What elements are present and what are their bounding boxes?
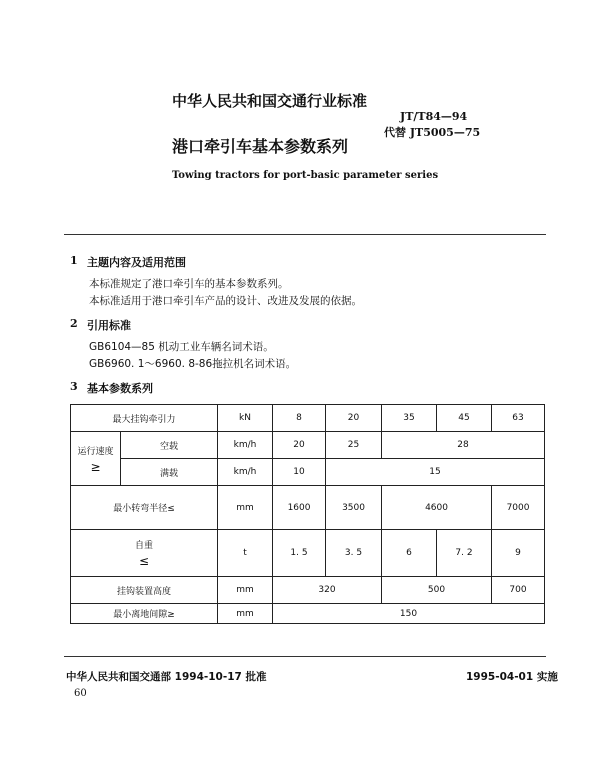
- weight-value: 9: [492, 530, 545, 577]
- english-title: Towing tractors for port-basic parameter series: [172, 170, 439, 181]
- max-pull-label: 最大挂钩牵引力: [71, 405, 218, 432]
- max-pull-value: 45: [437, 405, 492, 432]
- header-divider: [64, 234, 546, 235]
- speed-label: 运行速度: [77, 446, 114, 457]
- weight-value: 7. 2: [437, 530, 492, 577]
- weight-unit: t: [218, 530, 273, 577]
- speed-full-value: 15: [326, 459, 545, 486]
- effective-date: 1995-04-01 实施: [466, 671, 558, 683]
- speed-full-unit: km/h: [218, 459, 273, 486]
- speed-empty-unit: km/h: [218, 432, 273, 459]
- table-row: [71, 459, 545, 486]
- weight-label-cell: [71, 530, 218, 577]
- max-pull-value: 63: [492, 405, 545, 432]
- standard-code: JT/T84—94: [400, 110, 468, 123]
- section-2-number: 2: [70, 317, 78, 330]
- section-1-title: 主题内容及适用范围: [87, 256, 186, 269]
- section-1-para-1: 本标准规定了港口牵引车的基本参数系列。: [89, 278, 289, 290]
- turning-radius-unit: mm: [218, 486, 273, 530]
- speed-empty-label: 空载: [121, 432, 218, 459]
- footer-divider: [64, 656, 546, 657]
- section-2-title: 引用标准: [87, 319, 131, 332]
- parameter-table: [70, 404, 545, 624]
- section-3-number: 3: [70, 380, 78, 393]
- table-row: [71, 530, 545, 577]
- max-pull-value: 20: [326, 405, 382, 432]
- max-pull-value: 8: [273, 405, 326, 432]
- turning-radius-label: 最小转弯半径≤: [71, 486, 218, 530]
- table-row: [71, 486, 545, 530]
- replaces-code: 代替 JT5005—75: [384, 126, 481, 139]
- table-row: [71, 432, 545, 459]
- hitch-height-value: 320: [273, 577, 382, 604]
- weight-symbol: ≤: [138, 554, 150, 568]
- section-1-number: 1: [70, 254, 78, 267]
- weight-value: 6: [382, 530, 437, 577]
- table-row: [71, 405, 545, 432]
- speed-empty-value: 28: [382, 432, 545, 459]
- max-pull-unit: kN: [218, 405, 273, 432]
- document-title: 港口牵引车基本参数系列: [172, 137, 349, 156]
- speed-full-label: 满载: [121, 459, 218, 486]
- ground-clearance-unit: mm: [218, 604, 273, 624]
- section-3-title: 基本参数系列: [87, 382, 153, 395]
- ground-clearance-value: 150: [273, 604, 545, 624]
- weight-value: 1. 5: [273, 530, 326, 577]
- hitch-height-label: 挂钩装置高度: [71, 577, 218, 604]
- section-2-para-1: GB6104—85 机动工业车辆名词术语。: [89, 341, 274, 353]
- weight-label: 自重: [135, 541, 154, 551]
- approval-text: 中华人民共和国交通部 1994-10-17 批准: [66, 671, 267, 683]
- turning-radius-value: 3500: [326, 486, 382, 530]
- ground-clearance-label: 最小离地间隙≥: [71, 604, 218, 624]
- org-title: 中华人民共和国交通行业标准: [172, 92, 368, 110]
- speed-empty-value: 20: [273, 432, 326, 459]
- max-pull-value: 35: [382, 405, 437, 432]
- hitch-height-unit: mm: [218, 577, 273, 604]
- hitch-height-value: 700: [492, 577, 545, 604]
- turning-radius-value: 1600: [273, 486, 326, 530]
- turning-radius-value: 7000: [492, 486, 545, 530]
- section-2-para-2: GB6960. 1～6960. 8-86拖拉机名词术语。: [89, 358, 297, 370]
- speed-empty-value: 25: [326, 432, 382, 459]
- speed-label-cell: [71, 432, 121, 486]
- table-row: [71, 604, 545, 624]
- weight-value: 3. 5: [326, 530, 382, 577]
- table-row: [71, 577, 545, 604]
- hitch-height-value: 500: [382, 577, 492, 604]
- section-1-para-2: 本标准适用于港口牵引车产品的设计、改进及发展的依据。: [89, 295, 362, 307]
- speed-full-value: 10: [273, 459, 326, 486]
- speed-symbol: ≥: [90, 459, 101, 474]
- turning-radius-value: 4600: [382, 486, 492, 530]
- page-number: 60: [74, 688, 87, 699]
